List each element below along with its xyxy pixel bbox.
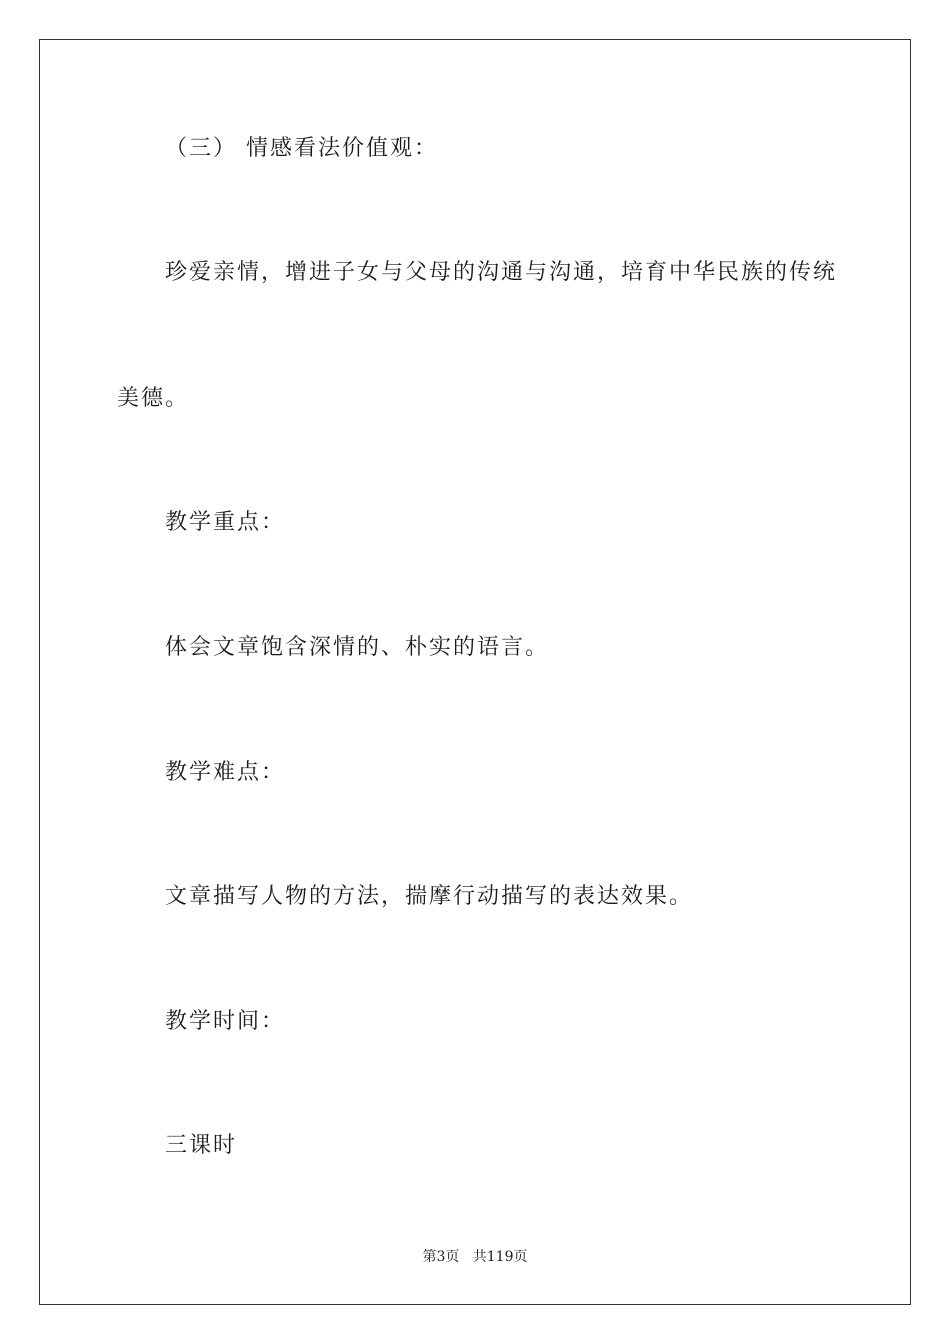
paragraph-teaching-difficulty: 文章描写人物的方法，揣摩行动描写的表达效果。 [165, 884, 694, 909]
footer-total-pages: 共119页 [472, 1249, 528, 1265]
heading-teaching-difficulty: 教学难点： [165, 760, 286, 785]
section-heading-emotion: （三） 情感看法价值观： [165, 136, 438, 161]
footer-spacer [459, 1249, 472, 1265]
paragraph-teaching-time: 三课时 [165, 1133, 238, 1158]
paragraph-teaching-focus: 体会文章饱含深情的、朴实的语言。 [165, 635, 550, 660]
page-frame [39, 39, 911, 1305]
page-footer [0, 1247, 950, 1267]
heading-teaching-time: 教学时间： [165, 1009, 286, 1034]
heading-teaching-focus: 教学重点： [165, 510, 286, 535]
paragraph-emotion-line-2: 美德。 [117, 386, 190, 411]
footer-page-number: 第3页 [422, 1249, 460, 1265]
paragraph-emotion-line-1: 珍爱亲情，增进子女与父母的沟通与沟通，培育中华民族的传统 [165, 260, 838, 285]
